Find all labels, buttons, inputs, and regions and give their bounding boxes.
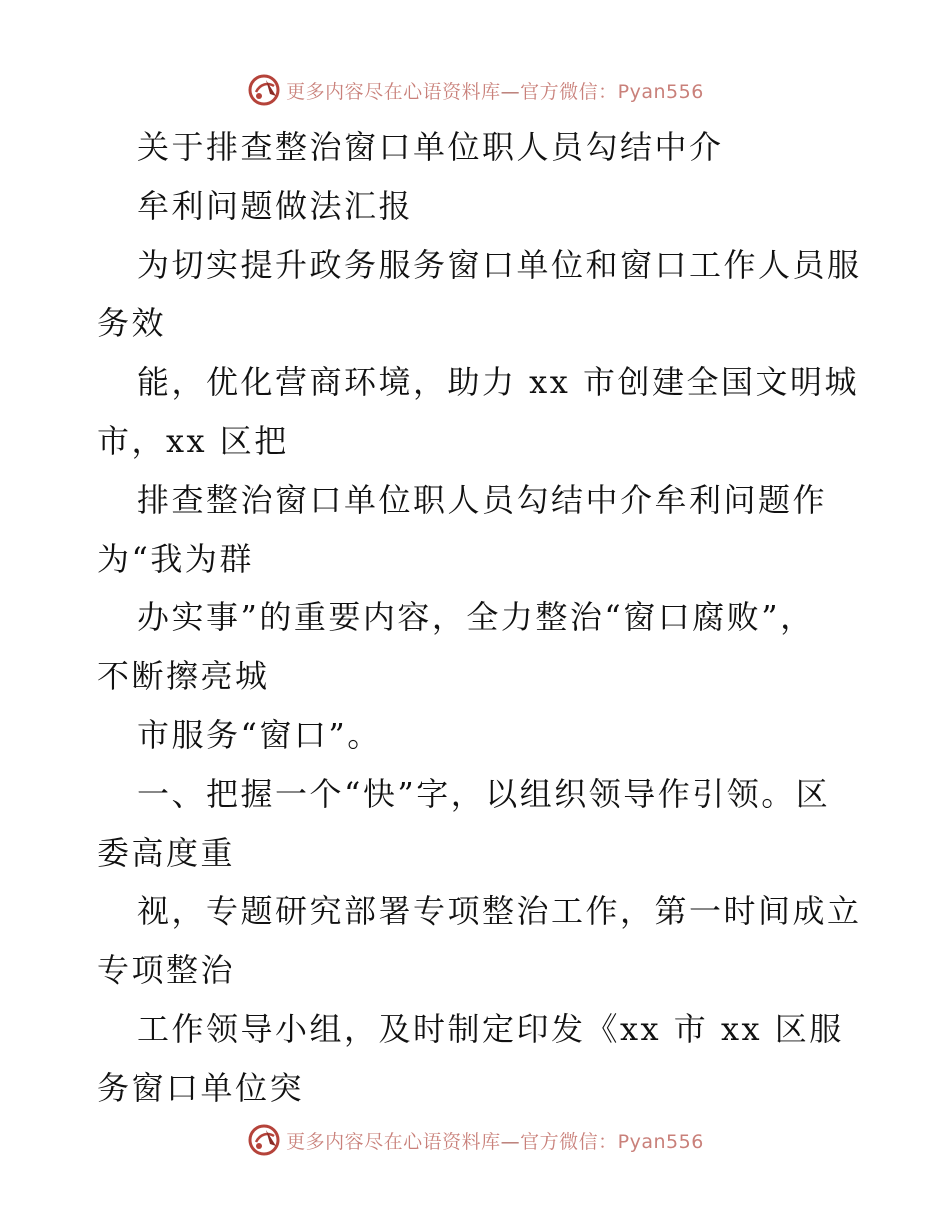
doc-line: 工作领导小组，及时制定印发《xx 市 xx 区服 — [137, 1009, 844, 1048]
doc-line: 为切实提升政务服务窗口单位和窗口工作人员服 — [137, 245, 862, 284]
banner-site-name: 更多内容尽在心语资料库 — [286, 1130, 501, 1153]
doc-line: 一、把握一个“快”字，以组织领导作引领。区 — [137, 774, 831, 813]
doc-line: 视，专题研究部署专项整治工作，第一时间成立 — [137, 892, 862, 931]
logo-icon — [246, 72, 282, 108]
banner-separator: — — [500, 80, 521, 103]
doc-line: 能，优化营商环境，助力 xx 市创建全国文明城 — [137, 363, 859, 402]
banner-site-name: 更多内容尽在心语资料库 — [286, 80, 501, 103]
doc-line: 委高度重 — [97, 833, 236, 872]
document-body — [97, 118, 862, 1118]
doc-line: 务窗口单位突 — [97, 1068, 305, 1107]
doc-line: 市服务“窗口”。 — [137, 715, 382, 754]
doc-line: 不断擦亮城 — [97, 657, 270, 696]
header-banner — [0, 70, 950, 110]
doc-line: 专项整治 — [97, 951, 236, 990]
footer-banner — [0, 1120, 950, 1160]
doc-line: 务效 — [97, 304, 167, 343]
logo-icon — [246, 1122, 282, 1158]
doc-line: 为“我为群 — [97, 539, 254, 578]
doc-line: 市，xx 区把 — [97, 421, 289, 460]
banner-wechat: 官方微信：Pyan556 — [520, 1130, 704, 1153]
doc-line: 牟利问题做法汇报 — [137, 186, 414, 225]
doc-line: 关于排查整治窗口单位职人员勾结中介 — [137, 128, 724, 166]
doc-line: 排查整治窗口单位职人员勾结中介牟利问题作 — [137, 480, 828, 519]
banner-wechat: 官方微信：Pyan556 — [520, 80, 704, 103]
doc-line: 办实事”的重要内容，全力整治“窗口腐败”， — [137, 598, 815, 637]
banner-separator: — — [500, 1130, 521, 1153]
